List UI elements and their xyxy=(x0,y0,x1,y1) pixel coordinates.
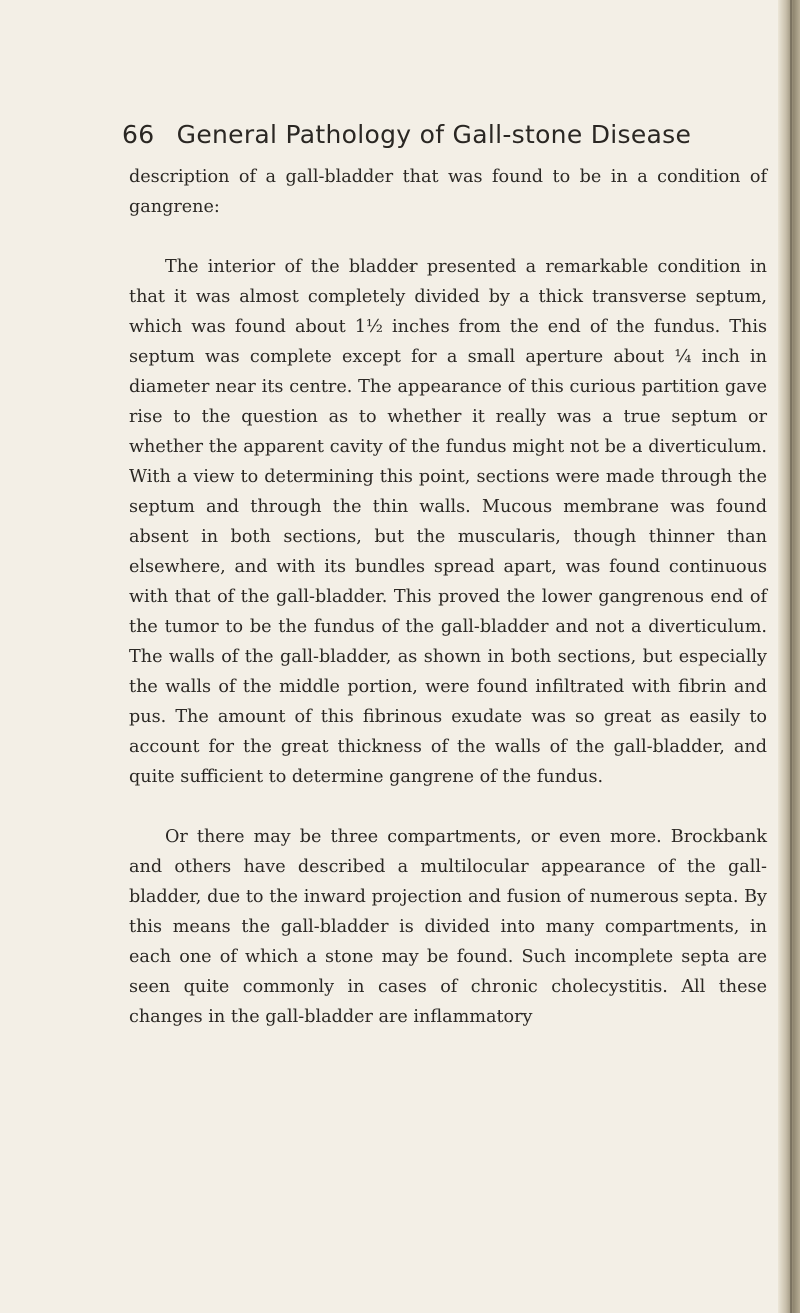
paragraph: Or there may be three compartments, or even more. Brockbank and others have described a multilocular appearance of the gall-bladder, due to the inward projection and fusion of numerous septa. By this means the gall-bladder is divided into many compartments, in each one of which a stone may be found. Such incomplete septa are seen quite commonly in cases of chronic cholecystitis. All these changes in the gall-bladder are inflammatory xyxy=(129,827,767,1027)
quoted-paragraph: The interior of the bladder presented a remarkable condition in that it was almost completely divided by a thick transverse septum, which was found about 1½ inches from the end of the fundus. This septum was complete except for a small aperture about ¼ inch in diameter near its centre. The appearance of this curious partition gave rise to the question as to whether it really was a true septum or whether the apparent cavity of the fundus might not be a diverticulum. With a view to determining this point, sections were made through the septum and through the thin walls. Mucous membrane was found absent in both sections, but the muscularis, though thinner than elsewhere, and with its bundles spread apart, was found continuous with that of the gall-bladder. This proved the lower gangrenous end of the tumor to be the fundus of the gall-bladder and not a diverticulum. The walls of the gall-bladder, as shown in both sections, but especially the walls of the middle portion, were found infiltrated with fibrin and pus. The amount of this fibrinous exudate was so great as easily to account for the great thickness of the walls of the gall-bladder, and quite sufficient to determine gangrene of the fundus. xyxy=(129,257,767,787)
paragraph-continuation: description of a gall-bladder that was found to be in a condition of gangrene: xyxy=(129,167,767,217)
running-header xyxy=(122,120,722,160)
page-body xyxy=(129,162,767,1032)
page-edge-shadow xyxy=(778,0,800,1313)
page-number: 66 xyxy=(122,120,155,149)
page-edge-line xyxy=(790,0,792,1313)
running-title: General Pathology of Gall-stone Disease xyxy=(176,120,692,149)
